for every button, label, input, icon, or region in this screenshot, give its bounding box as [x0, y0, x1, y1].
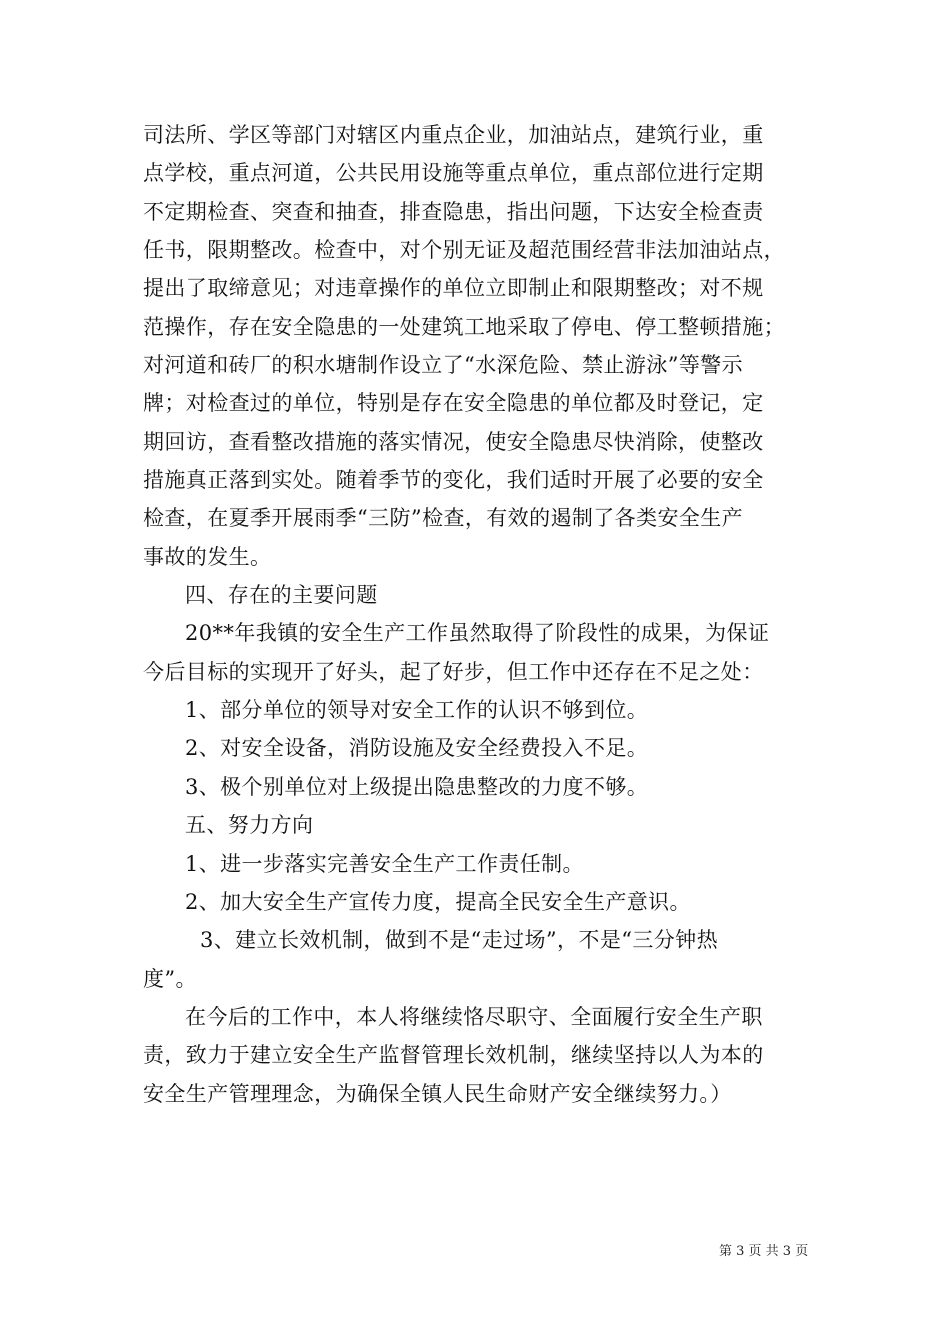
list-item: 1、部分单位的领导对安全工作的认识不够到位。	[185, 698, 649, 722]
section-heading-direction: 五、努力方向	[185, 813, 314, 837]
list-item: 3、建立长效机制，做到不是“走过场”，不是“三分钟热	[200, 928, 718, 952]
list-item: 3、极个别单位对上级提出隐患整改的力度不够。	[185, 775, 649, 799]
list-item: 1、进一步落实完善安全生产工作责任制。	[185, 852, 584, 876]
text-line: 对河道和砖厂的积水塘制作设立了“水深危险、禁止游泳”等警示	[143, 353, 744, 377]
text-line: 措施真正落到实处。随着季节的变化，我们适时开展了必要的安全	[143, 468, 764, 492]
text-line: 牌；对检查过的单位，特别是存在安全隐患的单位都及时登记，定	[143, 391, 764, 415]
text-line: 点学校，重点河道，公共民用设施等重点单位，重点部位进行定期	[143, 161, 764, 185]
text-line: 在今后的工作中，本人将继续恪尽职守、全面履行安全生产职	[185, 1005, 763, 1029]
list-item: 2、加大安全生产宣传力度，提高全民安全生产意识。	[185, 890, 691, 914]
text-line: 提出了取缔意见；对违章操作的单位立即制止和限期整改；对不规	[143, 276, 764, 300]
text-line: 事故的发生。	[143, 545, 272, 569]
page-number: 第 3 页 共 3 页	[719, 1244, 809, 1259]
text-line: 不定期检查、突查和抽查，排查隐患，指出问题，下达安全检查责	[143, 200, 764, 224]
text-line: 20**年我镇的安全生产工作虽然取得了阶段性的成果，为保证	[185, 621, 770, 645]
text-line: 今后目标的实现开了好头，起了好步，但工作中还存在不足之处：	[143, 660, 764, 684]
text-line: 责，致力于建立安全生产监督管理长效机制，继续坚持以人为本的	[143, 1043, 764, 1067]
text-line: 检查，在夏季开展雨季“三防”检查，有效的遏制了各类安全生产	[143, 506, 744, 530]
text-line: 安全生产管理理念，为确保全镇人民生命财产安全继续努力。）	[143, 1082, 732, 1106]
text-line: 范操作，存在安全隐患的一处建筑工地采取了停电、停工整顿措施；	[143, 315, 785, 339]
text-line: 任书，限期整改。检查中，对个别无证及超范围经营非法加油站点，	[143, 238, 785, 262]
text-line: 度”。	[143, 967, 197, 991]
list-item: 2、对安全设备，消防设施及安全经费投入不足。	[185, 736, 649, 760]
text-line: 期回访，查看整改措施的落实情况，使安全隐患尽快消除，使整改	[143, 430, 764, 454]
text-line: 司法所、学区等部门对辖区内重点企业，加油站点，建筑行业，重	[143, 123, 764, 147]
section-heading-problems: 四、存在的主要问题	[185, 583, 378, 607]
